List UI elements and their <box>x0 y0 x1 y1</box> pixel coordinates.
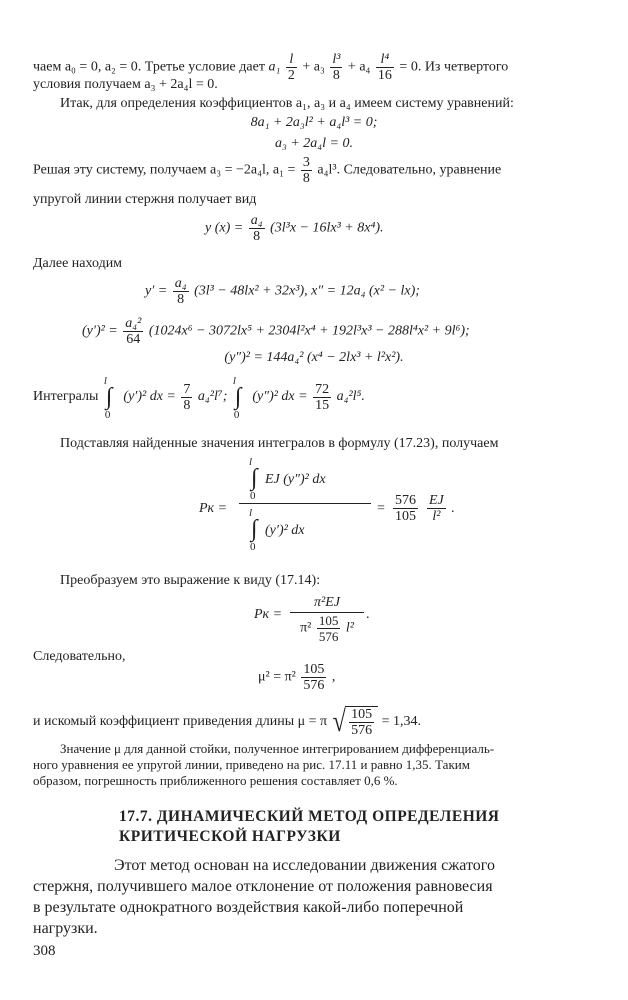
text-line-1: чаем a₀ = 0, a₂ = 0. Третье условие дает a₁ $\frac{l}{2}$ + a₃ $\frac{\text{l³}}{8}$ + a₄ $\frac{\text{l⁴}}{16}$ = 0. Из четвертого <box>33 52 509 83</box>
equation-1: 8a₁ + 2a₃l² + a₄l³ = 0; <box>250 115 378 130</box>
equation-2: a₃ + 2a₄l = 0. <box>274 136 354 151</box>
equation-3: y (x) = $\frac{\text{a₄}}{8}$ (3l³x − 16lx³ + 8x⁴). <box>205 213 384 244</box>
text-line-2: условия получаем a₃ + 2a₄l = 0. <box>33 77 218 92</box>
mu-formula: μ² = π² $\frac{105}{576}$ , <box>258 662 336 693</box>
body-line-4: нагрузки. <box>33 920 98 937</box>
pk-fraction: l ∫ 0 EJ (y″)² dx l ∫ 0 (y′)² dx <box>239 455 371 554</box>
radical-icon: √ <box>332 705 346 738</box>
fraction: $\frac{\text{l⁴}}{16}$ <box>377 52 392 83</box>
small-para-line-1: Значение μ для данной стойки, полученное интегрированием дифференциаль- <box>60 741 495 756</box>
fraction: $\frac{\text{l³}}{8}$ <box>332 52 341 83</box>
integral-sign: l ∫ 0 <box>232 375 242 421</box>
body-line-2: стержня, получившего малое отклонение от положения равновесия <box>33 878 493 895</box>
section-heading: 17.7. ДИНАМИЧЕСКИЙ МЕТОД ОПРЕДЕЛЕНИЯ КРИТИЧЕСКОЙ НАГРУЗКИ <box>119 808 500 845</box>
integrals-line: Интегралы l ∫ 0 (y′)² dx = $\frac{7}{8}$ a₄²l⁷; l ∫ 0 (y″)² dx = $\frac{72}{15}$ a₄²l⁵. <box>33 375 365 421</box>
text-line-9: Следовательно, <box>33 649 126 664</box>
text-line-10: и искомый коэффициент приведения длины μ = π √ $\frac{105}{576}$ = 1,34. <box>33 705 421 738</box>
text-line-5: упругой линии стержня получает вид <box>33 192 257 207</box>
equation-5: (y′)² = $\frac{\text{a₄²}}{64}$ (1024x⁶ − 3072lx⁵ + 2304l²x⁴ + 192l³x³ − 288l⁴x² + 9l⁶); <box>82 316 470 347</box>
text-line-4: Решая эту систему, получаем a₃ = −2a₄l, a₁ = $\frac{3}{8}$ a₄l³. Следовательно, уравнение <box>33 155 502 186</box>
fraction: $\frac{l}{2}$ <box>287 52 295 83</box>
text-line-3: Итак, для определения коэффициентов a₁, a₃ и a₄ имеем систему уравнений: <box>60 96 514 111</box>
equation-6: (y″)² = 144a₄² (x⁴ − 2lx³ + l²x²). <box>224 350 404 365</box>
page-number: 308 <box>33 943 56 959</box>
text-line-7: Подставляя найденные значения интегралов в формулу (17.23), получаем <box>60 436 499 451</box>
integral-sign: l ∫ 0 <box>103 375 113 421</box>
fraction: $\frac{3}{8}$ <box>302 155 310 186</box>
small-para-line-2: ного уравнения ее упругой линии, приведено на рис. 17.11 и равно 1,35. Таким <box>33 757 470 772</box>
small-para-line-3: образом, погрешность приближенного решения составляет 0,6 %. <box>33 773 398 788</box>
text-line-8: Преобразуем это выражение к виду (17.14): <box>60 573 321 588</box>
body-line-1: Этот метод основан на исследовании движения сжатого <box>114 857 495 874</box>
equation-4: y′ = $\frac{\text{a₄}}{8}$ (3l³ − 48lx² + 32x³), x″ = 12a₄ (x² − lx); <box>145 276 420 307</box>
body-line-3: в результате однократного воздействия какой-либо поперечной <box>33 899 464 916</box>
text-line-6: Далее находим <box>33 256 123 271</box>
